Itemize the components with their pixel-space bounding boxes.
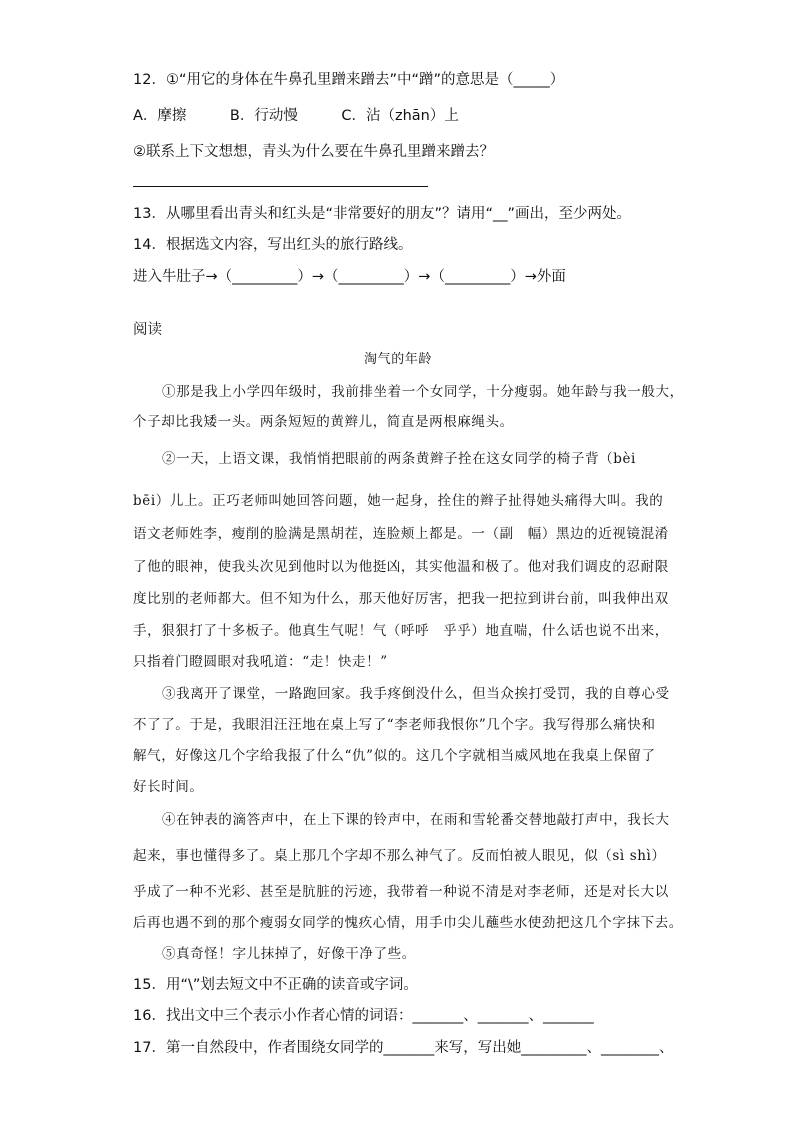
q12-options: A．摩擦 B．行动慢 C．沾（zhān）上 (133, 108, 459, 124)
q13-text: 13．从哪里看出青头和红头是“非常要好的朋友”？请用“__”画出，至少两处。 (133, 206, 631, 222)
q14-stem: 14．根据选文内容，写出红头的旅行路线。 (133, 237, 413, 253)
passage-line: 个子却比我矮一头。两条短短的黄辫儿，简直是两根麻绳头。 (133, 414, 514, 430)
passage-line: 语文老师姓李，瘦削的脸满是黑胡茬，连脸颊上都是。一（副 幅）黑边的近视镜混淆 (133, 526, 669, 542)
q12-stem: 12．①“用它的身体在牛鼻孔里蹭来蹭去”中“蹭”的意思是（_____） (133, 72, 565, 88)
q12-answer-line[interactable] (133, 186, 428, 187)
q15-text: 15．用“\”划去短文中不正确的读音或字词。 (133, 977, 418, 993)
passage-line: 手，狠狠打了十多板子。他真生气呢！气（呼呼 乎乎）地直喘，什么话也说不出来， (133, 623, 669, 639)
passage-line: ②一天，上语文课，我悄悄把眼前的两条黄辫子拴在这女同学的椅子背（bèi (162, 451, 636, 467)
passage-line: ①那是我上小学四年级时，我前排坐着一个女同学，十分瘦弱。她年龄与我一般大， (162, 384, 684, 400)
section-label: 阅读 (133, 322, 162, 338)
passage-line: 了他的眼神，使我头次见到他时以为他挺凶，其实他温和极了。他对我们调皮的忍耐限 (133, 559, 669, 575)
passage-line: 只指着门瞪圆眼对我吼道：“走！快走！” (133, 654, 388, 670)
passage-line: 度比别的老师都大。但不知为什么，那天他好厉害，把我一把拉到讲台前，叫我伸出双 (133, 591, 669, 607)
passage-line: ⑤真奇怪！字儿抹掉了，好像干净了些。 (162, 946, 416, 962)
passage-line: ④在钟表的滴答声中，在上下课的铃声中，在雨和雪轮番交替地敲打声中，我长大 (162, 812, 670, 828)
passage-line: ③我离开了课堂，一路跑回家。我手疼倒没什么，但当众挨打受罚，我的自尊心受 (162, 686, 670, 702)
q12-sub2: ②联系上下文想想，青头为什么要在牛鼻孔里蹭来蹭去？ (133, 144, 494, 160)
q14-route: 进入牛肚子→（_________）→（_________）→（_________）→外面 (133, 269, 566, 285)
passage-line: 解气，好像这几个字给我报了什么“仇”似的。这几个字就相当威风地在我桌上保留了 (133, 748, 656, 764)
passage-line: 后再也遇不到的那个瘦弱女同学的愧疚心情，用手巾尖儿蘸些水使劲把这几个字抹下去。 (133, 915, 683, 931)
passage-line: 起来，事也懂得多了。桌上那几个字却不那么神气了。反而怕被人眼见，似（sì shì） (133, 848, 666, 864)
passage-line: 好长时间。 (133, 779, 204, 795)
q17-text: 17．第一自然段中，作者围绕女同学的_______来写，写出她_________、________、 (133, 1040, 674, 1056)
passage-line: 乎成了一种不光彩、甚至是肮脏的污迹，我带着一种说不清是对李老师，还是对长大以 (133, 884, 669, 900)
passage-line: 不了了。于是，我眼泪汪汪地在桌上写了“李老师我恨你”几个字。我写得那么痛快和 (133, 717, 656, 733)
q16-text: 16．找出文中三个表示小作者心情的词语：_______、_______、_______ (133, 1008, 594, 1024)
passage-line: bēi）儿上。正巧老师叫她回答问题，她一起身，拴住的辫子扯得她头痛得大叫。我的 (133, 493, 664, 509)
passage-title: 淘气的年龄 (364, 352, 433, 367)
